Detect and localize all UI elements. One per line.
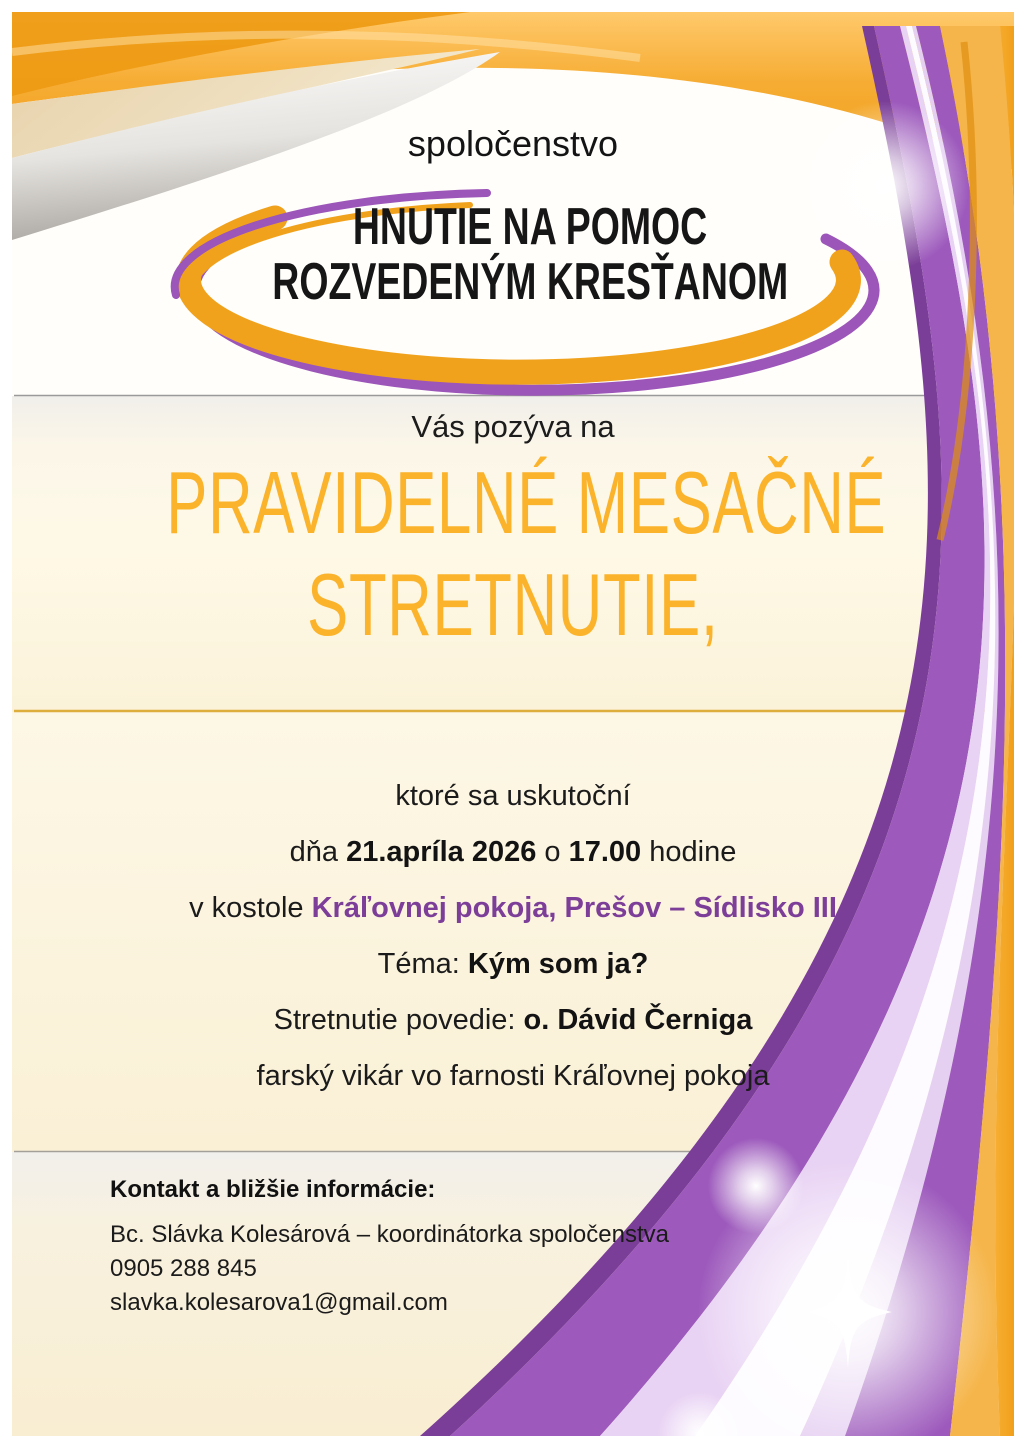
contact-phone: 0905 288 845 [110, 1255, 257, 1282]
contact-email: slavka.kolesarova1@gmail.com [110, 1289, 448, 1316]
event-title-line1: PRAVIDELNÉ MESAČNÉ [166, 453, 887, 552]
contact-name: Bc. Slávka Kolesárová – koordinátorka spoločenstva [110, 1221, 669, 1248]
location-name: Kráľovnej pokoja, Prešov – Sídlisko III [311, 892, 837, 924]
contact-block [110, 1218, 669, 1320]
event-title-line2: STRETNUTIE, [307, 555, 719, 654]
detail-topic-line: Téma: Kým som ja? [377, 948, 649, 980]
detail-speaker-title-line: farský vikár vo farnosti Kráľovnej pokoja [256, 1060, 770, 1092]
organization-name [46, 200, 1014, 310]
detail-location-line: v kostole Kráľovnej pokoja, Prešov – Sídlisko III [189, 892, 837, 924]
detail-date-line: dňa 21.apríla 2026 o 17.00 hodine [289, 836, 737, 868]
community-label: spoločenstvo [407, 123, 619, 164]
organization-name-line2: ROZVEDENÝM KRESŤANOM [272, 253, 788, 311]
organization-name-line1: HNUTIE NA POMOC [352, 198, 708, 256]
contact-header: Kontakt a bližšie informácie: [110, 1176, 436, 1203]
detail-occurs-line: ktoré sa uskutoční [395, 780, 631, 812]
event-title [12, 452, 1014, 656]
event-details [12, 768, 1014, 1104]
invite-intro: Vás pozýva na [411, 409, 615, 444]
detail-speaker-line: Stretnutie povedie: o. Dávid Černiga [273, 1004, 753, 1036]
